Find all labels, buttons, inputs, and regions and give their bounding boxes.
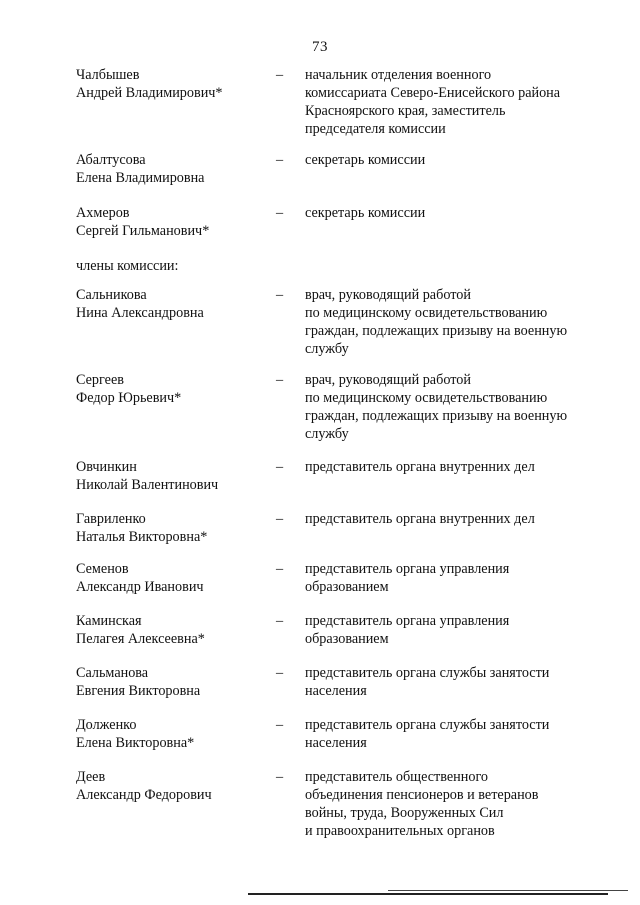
member-name: [76, 510, 266, 546]
dash-separator: –: [276, 613, 284, 629]
role-line: начальник отделения военного: [305, 67, 492, 83]
role-line: граждан, подлежащих призыву на военную: [305, 323, 568, 339]
member-name: [76, 286, 266, 322]
given-names: Елена Владимировна: [76, 170, 205, 186]
footer-rule: [388, 890, 628, 891]
role-line: службу: [305, 426, 349, 442]
member-name: [76, 458, 266, 494]
member-role: [305, 560, 625, 596]
member-role: [305, 768, 625, 840]
dash-separator: –: [276, 561, 284, 577]
member-name: [76, 66, 266, 102]
role-line: представитель органа службы занятости: [305, 665, 550, 681]
role-line: объединения пенсионеров и ветеранов: [305, 787, 539, 803]
given-names: Наталья Викторовна*: [76, 529, 208, 545]
given-names: Нина Александровна: [76, 305, 204, 321]
member-role: [305, 371, 625, 443]
member-name: [76, 664, 266, 700]
role-line: населения: [305, 683, 367, 699]
surname: Гавриленко: [76, 511, 146, 527]
surname: Абалтусова: [76, 152, 146, 168]
dash-separator: –: [276, 205, 284, 221]
given-names: Александр Иванович: [76, 579, 204, 595]
role-line: граждан, подлежащих призыву на военную: [305, 408, 568, 424]
member-name: [76, 371, 266, 407]
dash-separator: –: [276, 665, 284, 681]
role-line: Красноярского края, заместитель: [305, 103, 506, 119]
member-role: [305, 458, 625, 476]
given-names: Федор Юрьевич*: [76, 390, 182, 406]
role-line: населения: [305, 735, 367, 751]
dash-separator: –: [276, 717, 284, 733]
role-line: врач, руководящий работой: [305, 372, 471, 388]
member-role: [305, 716, 625, 752]
member-role: [305, 612, 625, 648]
role-line: представитель органа управления: [305, 613, 510, 629]
dash-separator: –: [276, 459, 284, 475]
given-names: Александр Федорович: [76, 787, 212, 803]
surname: Деев: [76, 769, 106, 785]
surname: Ахмеров: [76, 205, 130, 221]
footer-rule: [248, 893, 608, 895]
dash-separator: –: [276, 152, 284, 168]
member-name: [76, 560, 266, 596]
page-number: 73: [312, 39, 328, 55]
role-line: образованием: [305, 631, 389, 647]
member-name: [76, 716, 266, 752]
dash-separator: –: [276, 67, 284, 83]
role-line: представитель органа службы занятости: [305, 717, 550, 733]
surname: Сальникова: [76, 287, 147, 303]
given-names: Пелагея Алексеевна*: [76, 631, 205, 647]
role-line: службу: [305, 341, 349, 357]
given-names: Сергей Гильманович*: [76, 223, 210, 239]
surname: Долженко: [76, 717, 137, 733]
surname: Семенов: [76, 561, 129, 577]
member-name: [76, 612, 266, 648]
role-line: по медицинскому освидетельствованию: [305, 305, 548, 321]
role-line: председателя комиссии: [305, 121, 446, 137]
role-line: представитель органа управления: [305, 561, 510, 577]
member-role: [305, 510, 625, 528]
member-name: [76, 768, 266, 804]
dash-separator: –: [276, 287, 284, 303]
member-name: [76, 151, 266, 187]
dash-separator: –: [276, 511, 284, 527]
role-line: образованием: [305, 579, 389, 595]
member-role: [305, 66, 625, 138]
role-line: представитель органа внутренних дел: [305, 459, 535, 475]
given-names: Николай Валентинович: [76, 477, 219, 493]
role-line: представитель общественного: [305, 769, 489, 785]
members-label: члены комиссии:: [76, 258, 179, 274]
role-line: войны, труда, Вооруженных Сил: [305, 805, 504, 821]
surname: Каминская: [76, 613, 142, 629]
member-name: [76, 204, 266, 240]
role-line: и правоохранительных органов: [305, 823, 495, 839]
dash-separator: –: [276, 769, 284, 785]
role-line: по медицинскому освидетельствованию: [305, 390, 548, 406]
role-line: врач, руководящий работой: [305, 287, 471, 303]
member-role: [305, 286, 625, 358]
surname: Сергеев: [76, 372, 124, 388]
role-line: секретарь комиссии: [305, 205, 426, 221]
surname: Овчинкин: [76, 459, 137, 475]
given-names: Елена Викторовна*: [76, 735, 195, 751]
surname: Сальманова: [76, 665, 149, 681]
member-role: [305, 664, 625, 700]
member-role: [305, 204, 625, 222]
role-line: представитель органа внутренних дел: [305, 511, 535, 527]
given-names: Андрей Владимирович*: [76, 85, 223, 101]
member-role: [305, 151, 625, 169]
role-line: секретарь комиссии: [305, 152, 426, 168]
role-line: комиссариата Северо-Енисейского района: [305, 85, 561, 101]
given-names: Евгения Викторовна: [76, 683, 201, 699]
dash-separator: –: [276, 372, 284, 388]
surname: Чалбышев: [76, 67, 140, 83]
